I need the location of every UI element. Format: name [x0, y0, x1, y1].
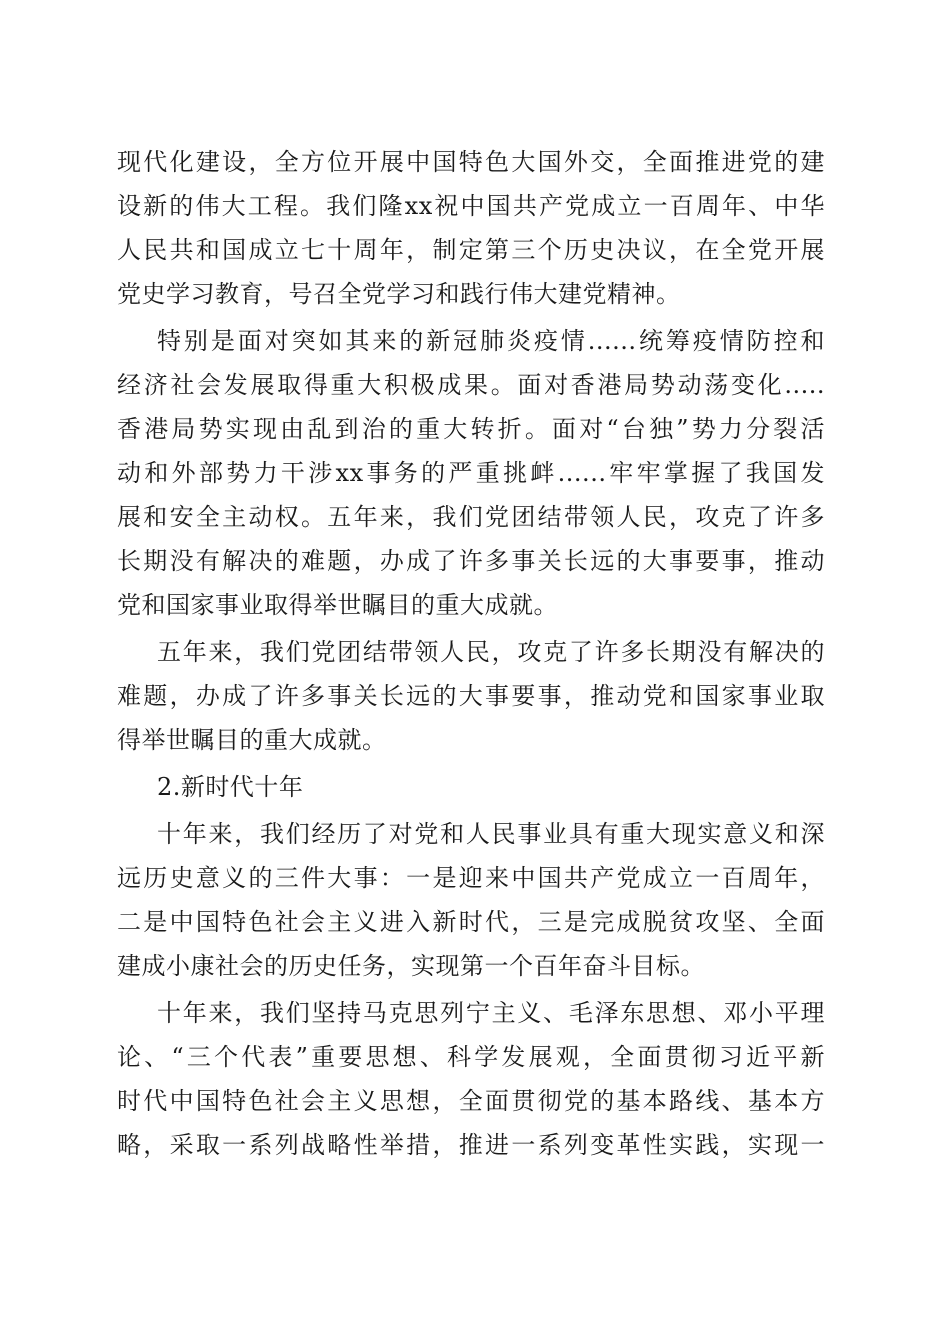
text-line: 党和国家事业取得举世瞩目的重大成就。	[117, 591, 558, 619]
text-line: 特别是面对突如其来的新冠肺炎疫情......统筹疫情防控和	[157, 327, 825, 355]
text-line: 动和外部势力干涉xx事务的严重挑衅......牢牢掌握了我国发	[117, 459, 825, 487]
text-line: 五年来，我们党团结带领人民，攻克了许多长期没有解决的	[157, 638, 825, 666]
text-line: 长期没有解决的难题，办成了许多事关长远的大事要事，推动	[117, 547, 825, 575]
text-line: 远历史意义的三件大事：一是迎来中国共产党成立一百周年，	[117, 864, 825, 892]
text-line: 二是中国特色社会主义进入新时代，三是完成脱贫攻坚、全面	[117, 908, 825, 936]
text-line: 现代化建设，全方位开展中国特色大国外交，全面推进党的建	[117, 148, 825, 176]
text-line: 十年来，我们经历了对党和人民事业具有重大现实意义和深	[157, 820, 825, 848]
text-line: 人民共和国成立七十周年，制定第三个历史决议，在全党开展	[117, 236, 825, 264]
section-heading: 2.新时代十年	[157, 773, 304, 801]
text-line: 难题，办成了许多事关长远的大事要事，推动党和国家事业取	[117, 682, 825, 710]
text-line: 党史学习教育，号召全党学习和践行伟大建党精神。	[117, 280, 681, 308]
text-line: 建成小康社会的历史任务，实现第一个百年奋斗目标。	[117, 952, 705, 980]
text-line: 略，采取一系列战略性举措，推进一系列变革性实践，实现一	[117, 1131, 825, 1159]
text-line: 时代中国特色社会主义思想，全面贯彻党的基本路线、基本方	[117, 1087, 825, 1115]
text-line: 香港局势实现由乱到治的重大转折。面对“台独”势力分裂活	[117, 415, 825, 443]
text-line: 展和安全主动权。五年来，我们党团结带领人民，攻克了许多	[117, 503, 825, 531]
text-line: 得举世瞩目的重大成就。	[117, 726, 387, 754]
text-line: 论、“三个代表”重要思想、科学发展观，全面贯彻习近平新	[117, 1043, 825, 1071]
text-line: 设新的伟大工程。我们隆xx祝中国共产党成立一百周年、中华	[117, 192, 825, 220]
text-line: 十年来，我们坚持马克思列宁主义、毛泽东思想、邓小平理	[157, 999, 825, 1027]
text-line: 经济社会发展取得重大积极成果。面对香港局势动荡变化.....	[117, 371, 825, 399]
